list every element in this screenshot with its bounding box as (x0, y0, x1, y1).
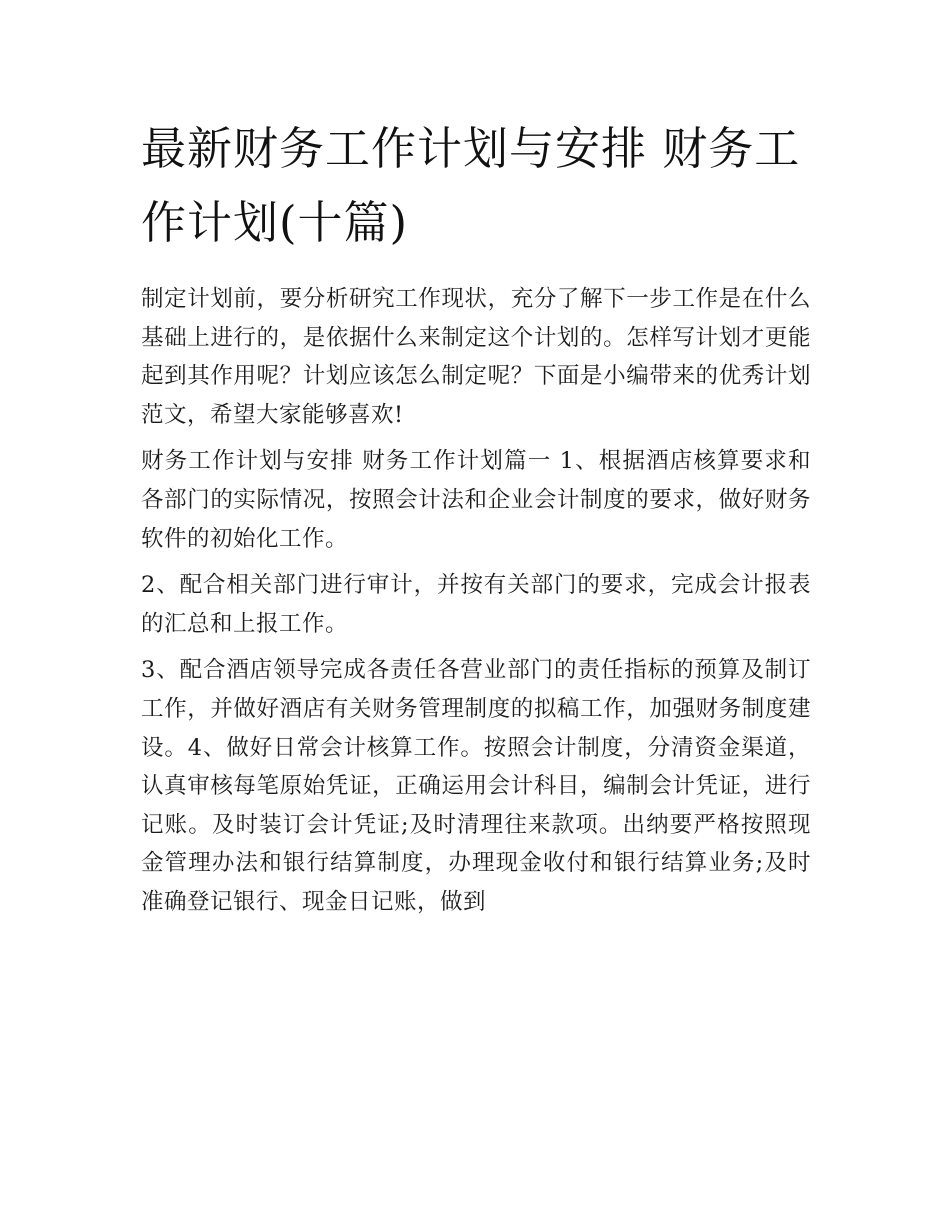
intro-paragraph: 制定计划前，要分析研究工作现状，充分了解下一步工作是在什么基础上进行的，是依据什么来制定这个计划的。怎样写计划才更能起到其作用呢？计划应该怎么制定呢？下面是小编带来的优秀计划范文，希望大家能够喜欢! (141, 286, 811, 428)
body-paragraph-1: 财务工作计划与安排 财务工作计划篇一 1、根据酒店核算要求和各部门的实际情况，按照会计法和企业会计制度的要求，做好财务软件的初始化工作。 (141, 448, 811, 552)
body-paragraph-3: 3、配合酒店领导完成各责任各营业部门的责任指标的预算及制订工作，并做好酒店有关财务管理制度的拟稿工作，加强财务制度建设。4、做好日常会计核算工作。按照会计制度，分清资金渠道，认真审核每笔原始凭证，正确运用会计科目，编制会计凭证，进行记账。及时装订会计凭证;及时清理往来款项。出纳要严格按照现金管理办法和银行结算制度，办理现金收付和银行结算业务;及时准确登记银行、现金日记账，做到 (141, 657, 811, 915)
document-title: 最新财务工作计划与安排 财务工作计划(十篇) (141, 122, 801, 249)
body-paragraph-2: 2、配合相关部门进行审计，并按有关部门的要求，完成会计报表的汇总和上报工作。 (141, 572, 811, 637)
document-page (141, 112, 811, 930)
